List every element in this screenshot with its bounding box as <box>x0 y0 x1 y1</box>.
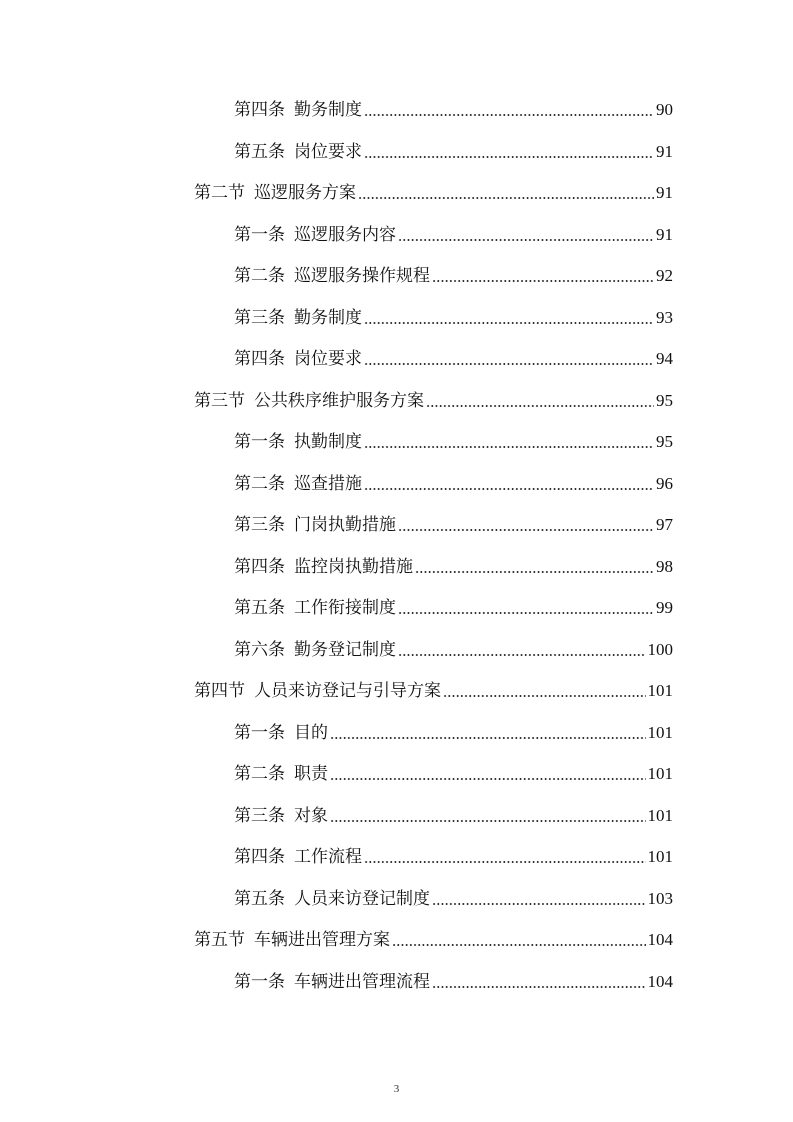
dot-leader <box>398 529 654 531</box>
toc-article-entry[interactable] <box>234 720 673 746</box>
toc-entry-title: 对象 <box>294 806 328 826</box>
toc-section-entry[interactable] <box>194 388 673 414</box>
toc-entry-number: 第四条 <box>234 557 285 577</box>
toc-entry-page: 91 <box>656 142 673 161</box>
toc-article-entry[interactable] <box>234 139 673 165</box>
toc-entry-page: 90 <box>656 100 673 119</box>
dot-leader <box>364 114 654 116</box>
toc-entry-number: 第二条 <box>234 764 285 784</box>
dot-leader <box>364 322 654 324</box>
toc-entry-page: 101 <box>647 847 673 866</box>
toc-section-entry[interactable] <box>194 180 673 206</box>
toc-entry-number: 第一条 <box>234 723 285 743</box>
toc-entry-title: 车辆进出管理流程 <box>294 972 430 992</box>
toc-article-entry[interactable] <box>234 512 673 538</box>
toc-entry-number: 第二条 <box>234 266 285 286</box>
toc-entry-number: 第三条 <box>234 308 285 328</box>
toc-entry-number: 第一条 <box>234 432 285 452</box>
toc-entry-page: 92 <box>656 266 673 285</box>
toc-entry-number: 第二条 <box>234 474 285 494</box>
toc-entry-title: 岗位要求 <box>294 142 362 162</box>
toc-article-entry[interactable] <box>234 844 673 870</box>
toc-entry-number: 第四节 <box>194 681 245 701</box>
toc-entry-number: 第四条 <box>234 847 285 867</box>
toc-entry-page: 104 <box>647 972 673 991</box>
toc-section-entry[interactable] <box>194 678 673 704</box>
toc-entry-title: 门岗执勤措施 <box>294 515 396 535</box>
toc-entry-number: 第二节 <box>194 183 245 203</box>
toc-entry-title: 公共秩序维护服务方案 <box>254 391 424 411</box>
toc-article-entry[interactable] <box>234 97 673 123</box>
toc-entry-number: 第三条 <box>234 515 285 535</box>
dot-leader <box>432 903 646 905</box>
toc-section-entry[interactable] <box>194 927 673 953</box>
toc-entry-page: 91 <box>656 225 673 244</box>
toc-entry-page: 103 <box>647 889 673 908</box>
dot-leader <box>443 695 646 697</box>
toc-entry-title: 岗位要求 <box>294 349 362 369</box>
toc-entry-page: 94 <box>656 349 673 368</box>
toc-entry-number: 第三节 <box>194 391 245 411</box>
toc-entry-title: 勤务登记制度 <box>294 640 396 660</box>
toc-article-entry[interactable] <box>234 761 673 787</box>
toc-entry-number: 第五条 <box>234 889 285 909</box>
toc-article-entry[interactable] <box>234 222 673 248</box>
toc-article-entry[interactable] <box>234 346 673 372</box>
dot-leader <box>426 405 654 407</box>
dot-leader <box>398 654 646 656</box>
toc-article-entry[interactable] <box>234 969 673 995</box>
toc-entry-title: 人员来访登记制度 <box>294 889 430 909</box>
toc-entry-number: 第三条 <box>234 806 285 826</box>
toc-entry-title: 勤务制度 <box>294 308 362 328</box>
toc-entry-page: 98 <box>656 557 673 576</box>
toc-entry-number: 第一条 <box>234 225 285 245</box>
dot-leader <box>415 571 654 573</box>
dot-leader <box>364 363 654 365</box>
toc-entry-number: 第六条 <box>234 640 285 660</box>
toc-entry-title: 职责 <box>294 764 328 784</box>
toc-article-entry[interactable] <box>234 471 673 497</box>
toc-entry-number: 第五条 <box>234 598 285 618</box>
toc-entry-page: 101 <box>647 723 673 742</box>
dot-leader <box>398 239 654 241</box>
toc-article-entry[interactable] <box>234 803 673 829</box>
toc-entry-page: 104 <box>647 930 673 949</box>
toc-entry-number: 第四条 <box>234 100 285 120</box>
toc-article-entry[interactable] <box>234 429 673 455</box>
dot-leader <box>364 861 646 863</box>
toc-entry-number: 第五条 <box>234 142 285 162</box>
dot-leader <box>364 446 654 448</box>
toc-entry-page: 95 <box>656 432 673 451</box>
toc-entry-page: 91 <box>656 183 673 202</box>
toc-entry-page: 97 <box>656 515 673 534</box>
dot-leader <box>364 156 654 158</box>
dot-leader <box>330 737 646 739</box>
toc-entry-page: 101 <box>647 806 673 825</box>
toc-entry-title: 工作衔接制度 <box>294 598 396 618</box>
toc-entry-title: 车辆进出管理方案 <box>254 930 390 950</box>
dot-leader <box>398 612 654 614</box>
toc-entry-page: 101 <box>647 764 673 783</box>
toc-entry-title: 勤务制度 <box>294 100 362 120</box>
toc-entry-title: 巡逻服务方案 <box>254 183 356 203</box>
toc-article-entry[interactable] <box>234 886 673 912</box>
dot-leader <box>432 986 646 988</box>
dot-leader <box>364 488 654 490</box>
toc-entry-number: 第一条 <box>234 972 285 992</box>
toc-entry-title: 巡查措施 <box>294 474 362 494</box>
toc-entry-title: 工作流程 <box>294 847 362 867</box>
page-footer-number: 3 <box>393 1083 400 1095</box>
toc-article-entry[interactable] <box>234 595 673 621</box>
toc-entry-title: 巡逻服务操作规程 <box>294 266 430 286</box>
dot-leader <box>392 944 646 946</box>
toc-entry-page: 95 <box>656 391 673 410</box>
toc-entry-page: 93 <box>656 308 673 327</box>
toc-entry-title: 巡逻服务内容 <box>294 225 396 245</box>
toc-entry-page: 101 <box>647 681 673 700</box>
toc-entry-number: 第五节 <box>194 930 245 950</box>
toc-article-entry[interactable] <box>234 554 673 580</box>
toc-entry-page: 100 <box>647 640 673 659</box>
toc-entry-title: 人员来访登记与引导方案 <box>254 681 441 701</box>
toc-entry-page: 96 <box>656 474 673 493</box>
toc-entry-title: 执勤制度 <box>294 432 362 452</box>
toc-entry-title: 监控岗执勤措施 <box>294 557 413 577</box>
dot-leader <box>358 197 654 199</box>
toc-article-entry[interactable] <box>234 637 673 663</box>
toc-article-entry[interactable] <box>234 305 673 331</box>
toc-article-entry[interactable] <box>234 263 673 289</box>
dot-leader <box>432 280 654 282</box>
toc-entry-title: 目的 <box>294 723 328 743</box>
toc-entry-number: 第四条 <box>234 349 285 369</box>
dot-leader <box>330 778 646 780</box>
toc-entry-page: 99 <box>656 598 673 617</box>
dot-leader <box>330 820 646 822</box>
